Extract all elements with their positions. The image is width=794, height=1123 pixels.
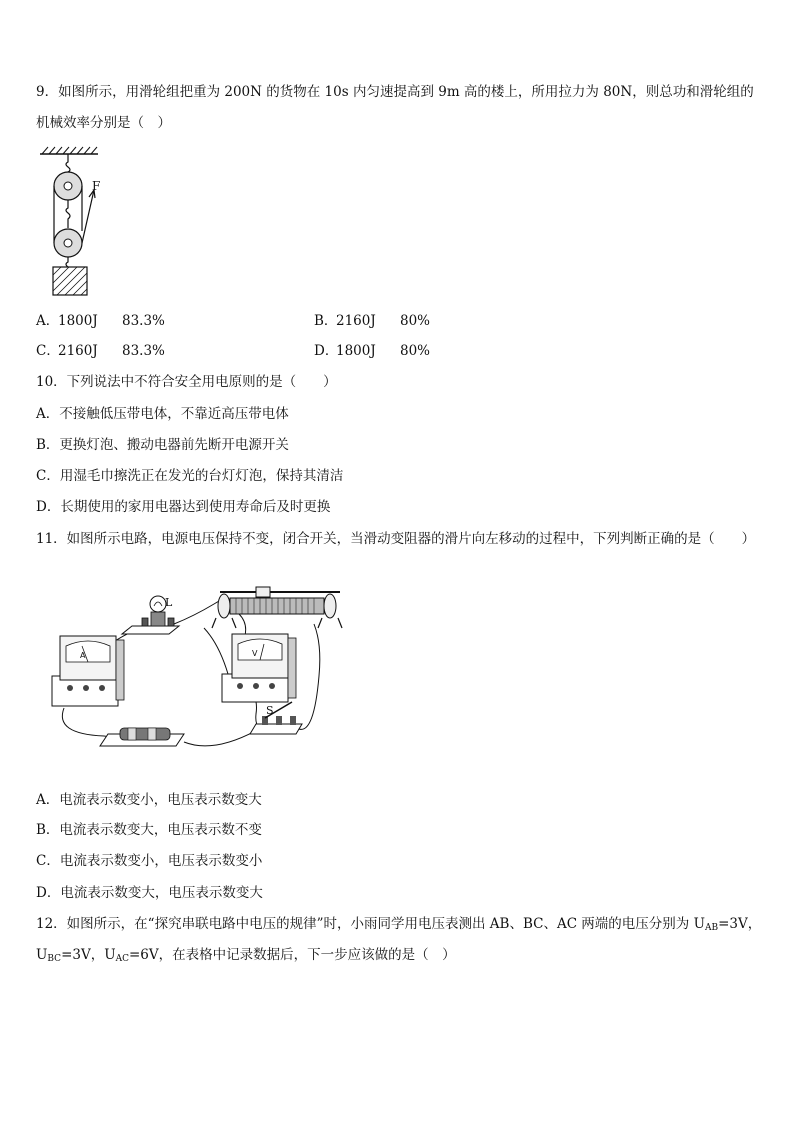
q11-option-b[interactable]: B．电流表示数变大，电压表示数不变 [36, 822, 262, 838]
q9-option-c[interactable]: C．2160J 83.3% [36, 343, 165, 359]
q9-stem-line2: 机械效率分别是（ ） [36, 115, 171, 131]
voltmeter-label: V [252, 649, 258, 658]
force-label: F [92, 179, 101, 193]
q11-option-d[interactable]: D．电流表示数变大，电压表示数变大 [36, 885, 263, 901]
ammeter-label: A [80, 651, 86, 660]
switch-label: S [266, 704, 274, 717]
q9-stem-line1: 9．如图所示，用滑轮组把重为 200N 的货物在 10s 内匀速提高到 9m 高的楼上，所用拉力为 80N，则总功和滑轮组的 [36, 84, 754, 100]
q10-option-c[interactable]: C．用湿毛巾擦洗正在发光的台灯灯泡，保持其清洁 [36, 468, 344, 484]
pulley-figure [36, 146, 116, 298]
q11-option-a[interactable]: A．电流表示数变小，电压表示数变大 [36, 792, 262, 808]
q10-stem: 10．下列说法中不符合安全用电原则的是（ ） [36, 374, 337, 390]
q12-stem-line2: $U_{BC}=3V$，$U_{AC}=6V$，在表格中记录数据后，下一步应该做的是（ ） [36, 947, 456, 964]
q12-stem-line1: 12．如图所示，在“探究串联电路中电压的规律”时，小雨同学用电压表测出 AB、BC、AC 两端的电压分别为 $U_{AB}=3V$， [36, 916, 762, 933]
bulb-label: L [165, 596, 173, 609]
circuit-figure [44, 584, 364, 756]
q10-option-a[interactable]: A．不接触低压带电体，不靠近高压带电体 [36, 406, 289, 422]
q10-option-b[interactable]: B．更换灯泡、搬动电器前先断开电源开关 [36, 437, 289, 453]
q11-stem: 11．如图所示电路，电源电压保持不变，闭合开关，当滑动变阻器的滑片向左移动的过程中，下列判断正确的是（ ） [36, 531, 756, 547]
q10-option-d[interactable]: D．长期使用的家用电器达到使用寿命后及时更换 [36, 499, 331, 515]
q9-option-b[interactable]: B．2160J 80% [314, 313, 431, 329]
q9-option-a[interactable]: A．1800J 83.3% [36, 313, 165, 329]
q11-option-c[interactable]: C．电流表示数变小，电压表示数变小 [36, 853, 263, 869]
q9-option-d[interactable]: D．1800J 80% [314, 343, 431, 359]
